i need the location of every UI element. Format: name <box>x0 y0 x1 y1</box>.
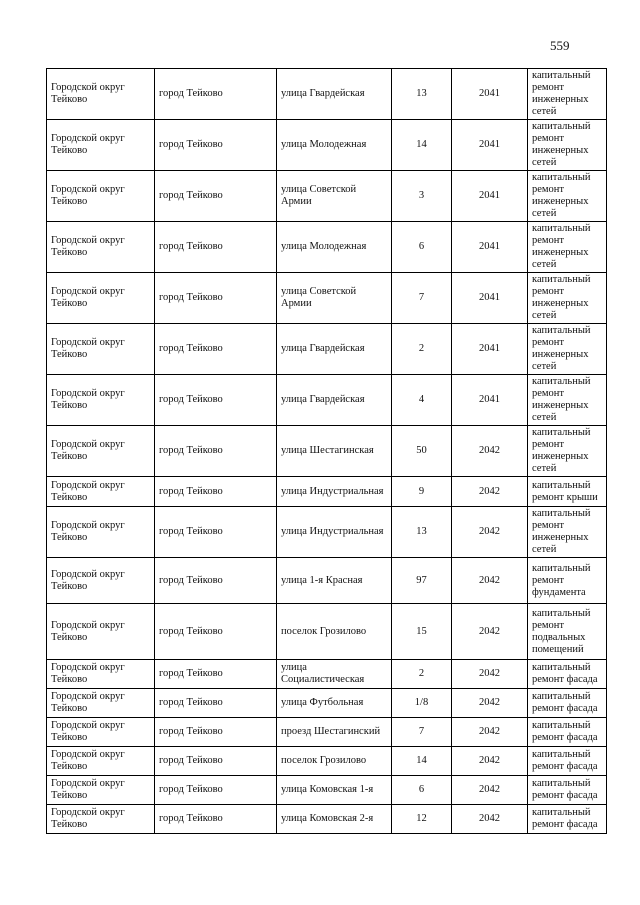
district-cell: Городской округ Тейково <box>47 747 155 776</box>
registry-table <box>46 68 607 834</box>
table-row <box>47 324 607 375</box>
city-cell: город Тейково <box>155 604 277 660</box>
work-type-cell: капитальный ремонт инженерных сетей <box>528 171 607 222</box>
street-cell: улица 1-я Красная <box>277 558 392 604</box>
work-type-cell: капитальный ремонт фасада <box>528 718 607 747</box>
street-cell: улица Гвардейская <box>277 375 392 426</box>
work-type-cell: капитальный ремонт инженерных сетей <box>528 120 607 171</box>
year-cell: 2042 <box>452 660 528 689</box>
work-type-cell: капитальный ремонт инженерных сетей <box>528 273 607 324</box>
table-row <box>47 426 607 477</box>
house-number-cell: 7 <box>392 718 452 747</box>
street-cell: улица Молодежная <box>277 120 392 171</box>
house-number-cell: 15 <box>392 604 452 660</box>
street-cell: улица Индустриальная <box>277 477 392 507</box>
work-type-cell: капитальный ремонт крыши <box>528 477 607 507</box>
table-row <box>47 805 607 834</box>
city-cell: город Тейково <box>155 776 277 805</box>
table-row <box>47 375 607 426</box>
table-row <box>47 660 607 689</box>
work-type-cell: капитальный ремонт инженерных сетей <box>528 426 607 477</box>
house-number-cell: 13 <box>392 69 452 120</box>
street-cell: улица Комовская 2-я <box>277 805 392 834</box>
district-cell: Городской округ Тейково <box>47 507 155 558</box>
street-cell: улица Гвардейская <box>277 324 392 375</box>
work-type-cell: капитальный ремонт фундамента <box>528 558 607 604</box>
district-cell: Городской округ Тейково <box>47 426 155 477</box>
year-cell: 2042 <box>452 747 528 776</box>
table-row <box>47 776 607 805</box>
district-cell: Городской округ Тейково <box>47 171 155 222</box>
year-cell: 2042 <box>452 689 528 718</box>
city-cell: город Тейково <box>155 558 277 604</box>
work-type-cell: капитальный ремонт фасада <box>528 660 607 689</box>
year-cell: 2041 <box>452 120 528 171</box>
year-cell: 2042 <box>452 805 528 834</box>
year-cell: 2042 <box>452 718 528 747</box>
house-number-cell: 13 <box>392 507 452 558</box>
street-cell: улица Комовская 1-я <box>277 776 392 805</box>
work-type-cell: капитальный ремонт инженерных сетей <box>528 222 607 273</box>
work-type-cell: капитальный ремонт фасада <box>528 805 607 834</box>
year-cell: 2042 <box>452 507 528 558</box>
house-number-cell: 14 <box>392 747 452 776</box>
work-type-cell: капитальный ремонт инженерных сетей <box>528 507 607 558</box>
city-cell: город Тейково <box>155 805 277 834</box>
house-number-cell: 6 <box>392 222 452 273</box>
city-cell: город Тейково <box>155 477 277 507</box>
year-cell: 2041 <box>452 324 528 375</box>
table-row <box>47 120 607 171</box>
street-cell: улица Гвардейская <box>277 69 392 120</box>
work-type-cell: капитальный ремонт инженерных сетей <box>528 324 607 375</box>
house-number-cell: 1/8 <box>392 689 452 718</box>
city-cell: город Тейково <box>155 507 277 558</box>
city-cell: город Тейково <box>155 222 277 273</box>
table-row <box>47 171 607 222</box>
house-number-cell: 97 <box>392 558 452 604</box>
house-number-cell: 14 <box>392 120 452 171</box>
house-number-cell: 6 <box>392 776 452 805</box>
district-cell: Городской округ Тейково <box>47 324 155 375</box>
table-row <box>47 747 607 776</box>
house-number-cell: 4 <box>392 375 452 426</box>
district-cell: Городской округ Тейково <box>47 477 155 507</box>
district-cell: Городской округ Тейково <box>47 375 155 426</box>
street-cell: улица Социалистическая <box>277 660 392 689</box>
street-cell: поселок Грозилово <box>277 747 392 776</box>
table-row <box>47 273 607 324</box>
year-cell: 2042 <box>452 426 528 477</box>
house-number-cell: 2 <box>392 660 452 689</box>
year-cell: 2041 <box>452 375 528 426</box>
district-cell: Городской округ Тейково <box>47 718 155 747</box>
district-cell: Городской округ Тейково <box>47 69 155 120</box>
year-cell: 2041 <box>452 69 528 120</box>
house-number-cell: 12 <box>392 805 452 834</box>
district-cell: Городской округ Тейково <box>47 273 155 324</box>
street-cell: улица Шестагинская <box>277 426 392 477</box>
registry-body <box>47 69 607 834</box>
city-cell: город Тейково <box>155 273 277 324</box>
work-type-cell: капитальный ремонт фасада <box>528 747 607 776</box>
city-cell: город Тейково <box>155 171 277 222</box>
house-number-cell: 2 <box>392 324 452 375</box>
table-row <box>47 689 607 718</box>
house-number-cell: 9 <box>392 477 452 507</box>
year-cell: 2042 <box>452 477 528 507</box>
year-cell: 2041 <box>452 222 528 273</box>
year-cell: 2042 <box>452 558 528 604</box>
table-row <box>47 69 607 120</box>
district-cell: Городской округ Тейково <box>47 558 155 604</box>
city-cell: город Тейково <box>155 375 277 426</box>
street-cell: улица Молодежная <box>277 222 392 273</box>
city-cell: город Тейково <box>155 120 277 171</box>
year-cell: 2042 <box>452 604 528 660</box>
page-number: 559 <box>550 38 570 53</box>
district-cell: Городской округ Тейково <box>47 689 155 718</box>
city-cell: город Тейково <box>155 426 277 477</box>
district-cell: Городской округ Тейково <box>47 660 155 689</box>
district-cell: Городской округ Тейково <box>47 222 155 273</box>
house-number-cell: 50 <box>392 426 452 477</box>
house-number-cell: 7 <box>392 273 452 324</box>
table-row <box>47 507 607 558</box>
city-cell: город Тейково <box>155 718 277 747</box>
year-cell: 2042 <box>452 776 528 805</box>
city-cell: город Тейково <box>155 689 277 718</box>
district-cell: Городской округ Тейково <box>47 604 155 660</box>
table-row <box>47 604 607 660</box>
year-cell: 2041 <box>452 171 528 222</box>
district-cell: Городской округ Тейково <box>47 120 155 171</box>
table-row <box>47 222 607 273</box>
district-cell: Городской округ Тейково <box>47 805 155 834</box>
table-row <box>47 718 607 747</box>
work-type-cell: капитальный ремонт подвальных помещений <box>528 604 607 660</box>
street-cell: поселок Грозилово <box>277 604 392 660</box>
street-cell: улица Футбольная <box>277 689 392 718</box>
street-cell: проезд Шестагинский <box>277 718 392 747</box>
work-type-cell: капитальный ремонт инженерных сетей <box>528 375 607 426</box>
work-type-cell: капитальный ремонт фасада <box>528 689 607 718</box>
house-number-cell: 3 <box>392 171 452 222</box>
city-cell: город Тейково <box>155 69 277 120</box>
street-cell: улица Советской Армии <box>277 171 392 222</box>
work-type-cell: капитальный ремонт фасада <box>528 776 607 805</box>
city-cell: город Тейково <box>155 747 277 776</box>
street-cell: улица Индустриальная <box>277 507 392 558</box>
district-cell: Городской округ Тейково <box>47 776 155 805</box>
city-cell: город Тейково <box>155 660 277 689</box>
city-cell: город Тейково <box>155 324 277 375</box>
table-row <box>47 477 607 507</box>
table-row <box>47 558 607 604</box>
street-cell: улица Советской Армии <box>277 273 392 324</box>
work-type-cell: капитальный ремонт инженерных сетей <box>528 69 607 120</box>
year-cell: 2041 <box>452 273 528 324</box>
